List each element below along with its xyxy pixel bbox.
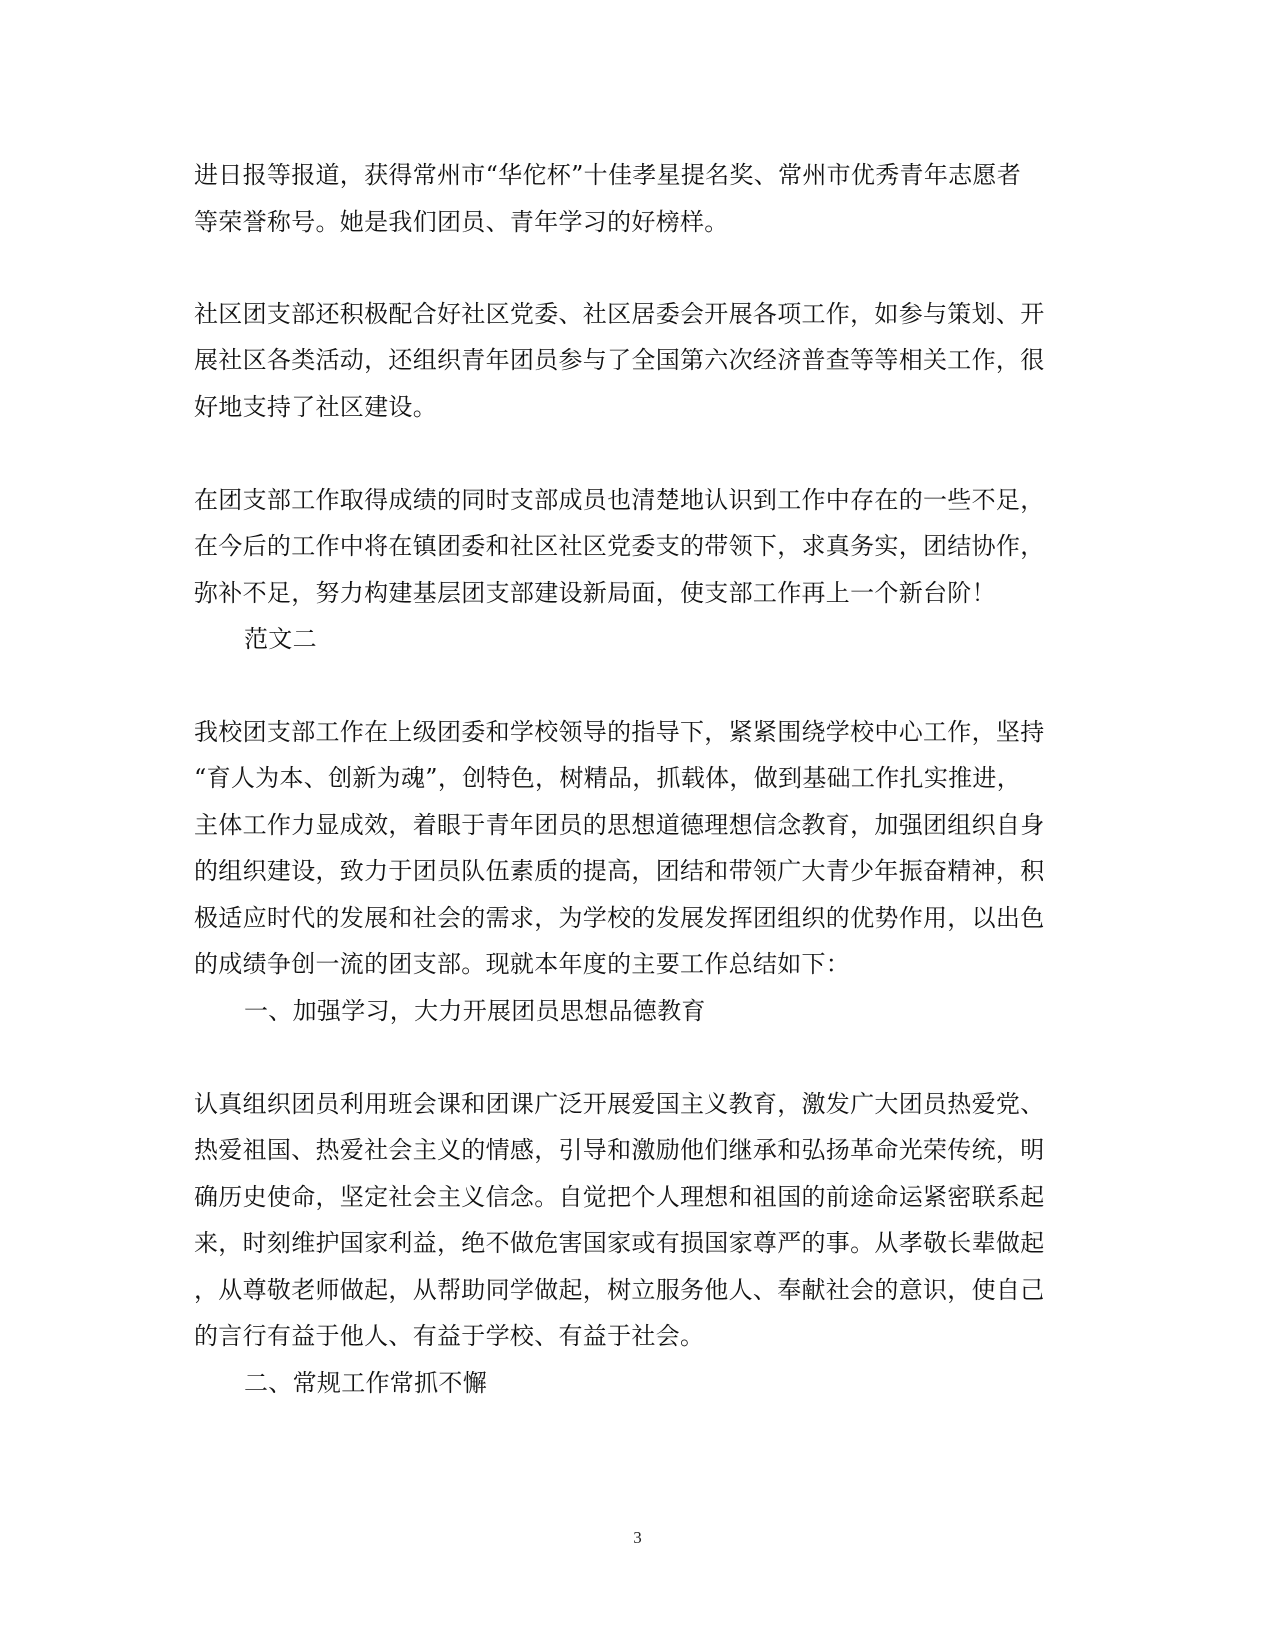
section-heading: 范文二: [244, 625, 317, 653]
text-line: 的成绩争创一流的团支部。现就本年度的主要工作总结如下：: [194, 950, 851, 978]
text-line: 我校团支部工作在上级团委和学校领导的指导下，紧紧围绕学校中心工作，坚持: [194, 718, 1045, 746]
text-line: 来，时刻维护国家利益，绝不做危害国家或有损国家尊严的事。从孝敬长辈做起: [194, 1229, 1045, 1257]
text-line: 确历史使命，坚定社会主义信念。自觉把个人理想和祖国的前途命运紧密联系起: [194, 1183, 1045, 1211]
section-heading: 二、常规工作常抓不懈: [244, 1369, 487, 1397]
text-line: 的言行有益于他人、有益于学校、有益于社会。: [194, 1322, 705, 1350]
page-number: 3: [633, 1528, 642, 1547]
text-line: 热爱祖国、热爱社会主义的情感，引导和激励他们继承和弘扬革命光荣传统，明: [194, 1136, 1045, 1164]
text-line: 等荣誉称号。她是我们团员、青年学习的好榜样。: [194, 208, 729, 236]
section-heading: 一、加强学习，大力开展团员思想品德教育: [244, 997, 706, 1025]
text-line: 极适应时代的发展和社会的需求，为学校的发展发挥团组织的优势作用，以出色: [194, 904, 1045, 932]
text-line: 的组织建设，致力于团员队伍素质的提高，团结和带领广大青少年振奋精神，积: [194, 857, 1045, 885]
text-line: 进日报等报道，获得常州市“华佗杯”十佳孝星提名奖、常州市优秀青年志愿者: [194, 161, 1022, 189]
text-line: 展社区各类活动，还组织青年团员参与了全国第六次经济普查等等相关工作，很: [194, 346, 1045, 374]
text-line: “育人为本、创新为魂”，创特色，树精品，抓载体，做到基础工作扎实推进，: [194, 764, 1022, 792]
text-line: 社区团支部还积极配合好社区党委、社区居委会开展各项工作，如参与策划、开: [194, 300, 1045, 328]
text-line: 认真组织团员利用班会课和团课广泛开展爱国主义教育，激发广大团员热爱党、: [194, 1090, 1045, 1118]
text-line: 好地支持了社区建设。: [194, 393, 437, 421]
text-line: 弥补不足，努力构建基层团支部建设新局面，使支部工作再上一个新台阶！: [194, 579, 996, 607]
text-line: ，从尊敬老师做起，从帮助同学做起，树立服务他人、奉献社会的意识，使自己: [194, 1276, 1045, 1304]
text-line: 在今后的工作中将在镇团委和社区社区党委支的带领下，求真务实，团结协作，: [194, 532, 1045, 560]
text-line: 主体工作力显成效，着眼于青年团员的思想道德理想信念教育，加强团组织自身: [194, 811, 1045, 839]
text-line: 在团支部工作取得成绩的同时支部成员也清楚地认识到工作中存在的一些不足，: [194, 486, 1045, 514]
